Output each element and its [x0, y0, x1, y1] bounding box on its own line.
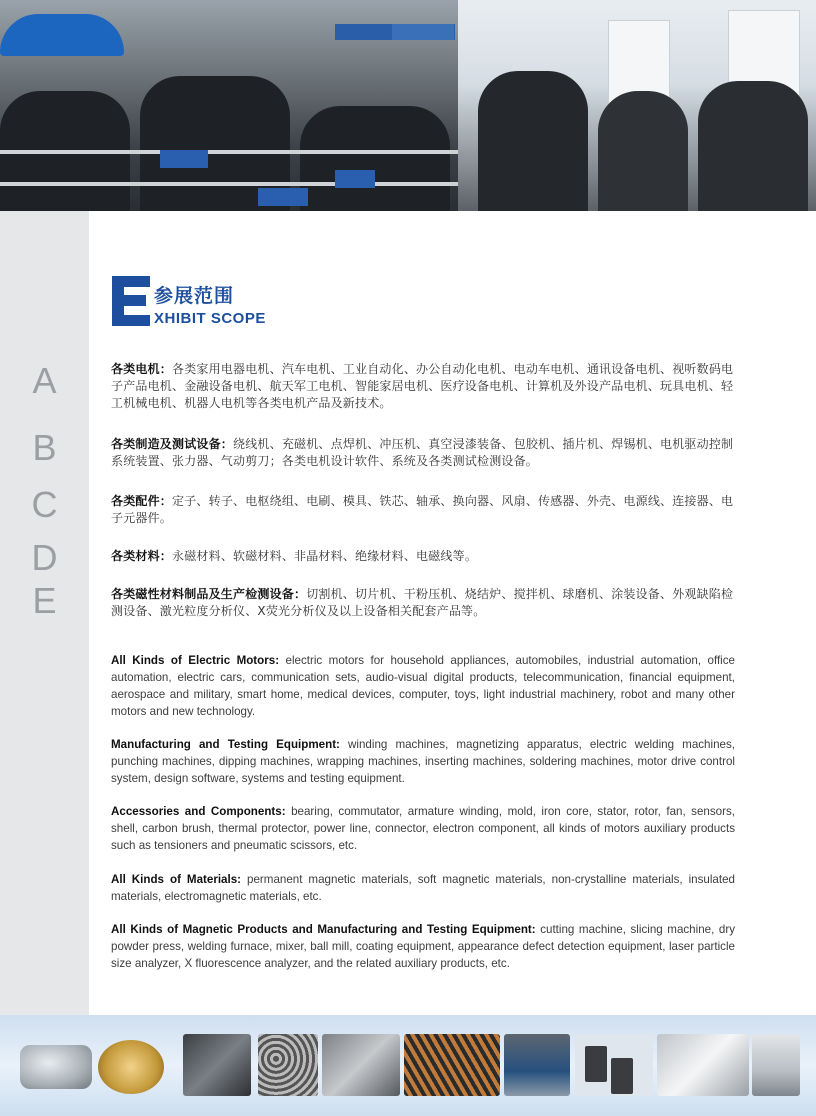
- cn-item-label: 各类电机：: [111, 362, 173, 376]
- blue-umbrella: [0, 14, 124, 56]
- ceramic-parts-photo: [657, 1034, 749, 1096]
- en-item-text: winding machines, magnetizing apparatus, electric welding machines, punching machines, dipping machines, wrapping machines, inserting machines, soldering machines, motor drive control system, design software, systems and testing equipment.: [111, 738, 735, 785]
- en-item: [111, 736, 735, 787]
- exhibition-hall-photo: [458, 0, 816, 211]
- section-letter-c: C: [31, 484, 58, 525]
- en-item-text: bearing, commutator, armature winding, mold, iron core, stator, rotor, fan, sensors, shell, carbon brush, thermal protector, power line, connector, electron component, all kinds of motors auxiliary products such as tensioners and pneumatic scissors, etc.: [111, 805, 735, 852]
- e-core-piece: [611, 1058, 633, 1094]
- barrier-rail: [0, 150, 458, 154]
- en-item-text: permanent magnetic materials, soft magnetic materials, non-crystalline materials, insulated materials, electromagnetic materials, etc.: [111, 873, 735, 903]
- cn-item-text: 切割机、切片机、干粉压机、烧结炉、搅拌机、球磨机、涂装设备、外观缺陷检测设备、激光粒度分析仪、X荧光分析仪及以上设备相关配套产品等。: [111, 587, 734, 618]
- en-item-label: All Kinds of Materials:: [111, 873, 242, 886]
- crowd-group: [300, 106, 450, 211]
- en-item: [111, 652, 735, 720]
- section-letter-a: A: [32, 360, 57, 401]
- entrance-queue-photo: [0, 0, 458, 211]
- barrier-panel: [335, 170, 375, 188]
- cn-item: [111, 548, 735, 565]
- en-item-label: All Kinds of Magnetic Products and Manufacturing and Testing Equipment:: [111, 923, 536, 936]
- en-item-text: cutting machine, slicing machine, dry powder press, welding furnace, mixer, ball mill, coating equipment, appearance defect detection equipment, laser particle size analyzer, X fluorescence analyzer, and the related auxiliary products, etc.: [111, 923, 735, 970]
- cn-item-text: 永磁材料、软磁材料、非晶材料、绝缘材料、电磁线等。: [172, 549, 478, 563]
- cn-item-label: 各类制造及测试设备：: [111, 437, 234, 451]
- en-item-label: All Kinds of Electric Motors:: [111, 654, 280, 667]
- cn-item-label: 各类配件：: [111, 494, 173, 508]
- barrier-rail: [0, 182, 458, 186]
- en-item: [111, 871, 735, 905]
- brass-motor-photo: [98, 1040, 164, 1094]
- page-title-cn: 参展范围: [154, 285, 235, 307]
- barrier-panel: [160, 150, 208, 168]
- e-core-piece: [585, 1046, 607, 1082]
- overhead-signage-2: [392, 24, 454, 40]
- commutator-photo: [404, 1034, 500, 1096]
- visitor-group: [478, 71, 588, 211]
- en-item-label: Accessories and Components:: [111, 805, 286, 818]
- barrier-panel: [258, 188, 308, 206]
- page-title-en: XHIBIT SCOPE: [154, 310, 266, 327]
- en-item: [111, 921, 735, 972]
- cn-item-label: 各类磁性材料制品及生产检测设备：: [111, 587, 307, 601]
- cn-item: [111, 436, 735, 470]
- section-letter-d: D: [31, 537, 58, 578]
- cn-item: [111, 361, 735, 412]
- dc-motor-photo: [20, 1045, 92, 1089]
- bearing-parts-photo: [322, 1034, 400, 1096]
- cn-item: [111, 586, 735, 620]
- cn-item-text: 定子、转子、电枢绕组、电刷、模具、铁芯、轴承、换向器、风扇、传感器、外壳、电源线、连接器、电子元器件。: [111, 494, 734, 525]
- production-machine-photo: [504, 1034, 570, 1096]
- hero-photo-banner: [0, 0, 816, 211]
- cn-item: [111, 493, 735, 527]
- section-letter-e: E: [32, 580, 57, 621]
- cn-item-text: 各类家用电器电机、汽车电机、工业自动化、办公自动化电机、电动车电机、通讯设备电机、视听数码电子产品电机、金融设备电机、航天军工电机、智能家居电机、医疗设备电机、计算机及外设产品电机、玩具电机、轻工机械电机、机器人电机等各类电机产品及新技术。: [111, 362, 734, 410]
- section-letter-b: B: [32, 427, 57, 468]
- test-equipment-photo: [752, 1034, 800, 1096]
- gear-motor-photo: [183, 1034, 251, 1096]
- motor-parts-photo: [258, 1034, 318, 1096]
- title-initial-e-logo: [112, 276, 150, 326]
- cn-item-text: 绕线机、充磁机、点焊机、冲压机、真空浸漆装备、包胶机、插片机、焊锡机、电机驱动控制系统装置、张力器、气动剪刀；各类电机设计软件、系统及各类测试检测设备。: [111, 437, 734, 468]
- visitor-group: [698, 81, 808, 211]
- en-item: [111, 803, 735, 854]
- en-item-label: Manufacturing and Testing Equipment:: [111, 738, 340, 751]
- en-item-text: electric motors for household appliances, automobiles, industrial automation, office automation, electric cars, communication sets, audio-visual digital products, telecommunication, financial equipment, aerospace and military, smart home, medical devices, computer, toys, light industrial machinery, robot and many other motors and new technology.: [111, 654, 735, 718]
- cn-item-label: 各类材料：: [111, 549, 173, 563]
- visitor-group: [598, 91, 688, 211]
